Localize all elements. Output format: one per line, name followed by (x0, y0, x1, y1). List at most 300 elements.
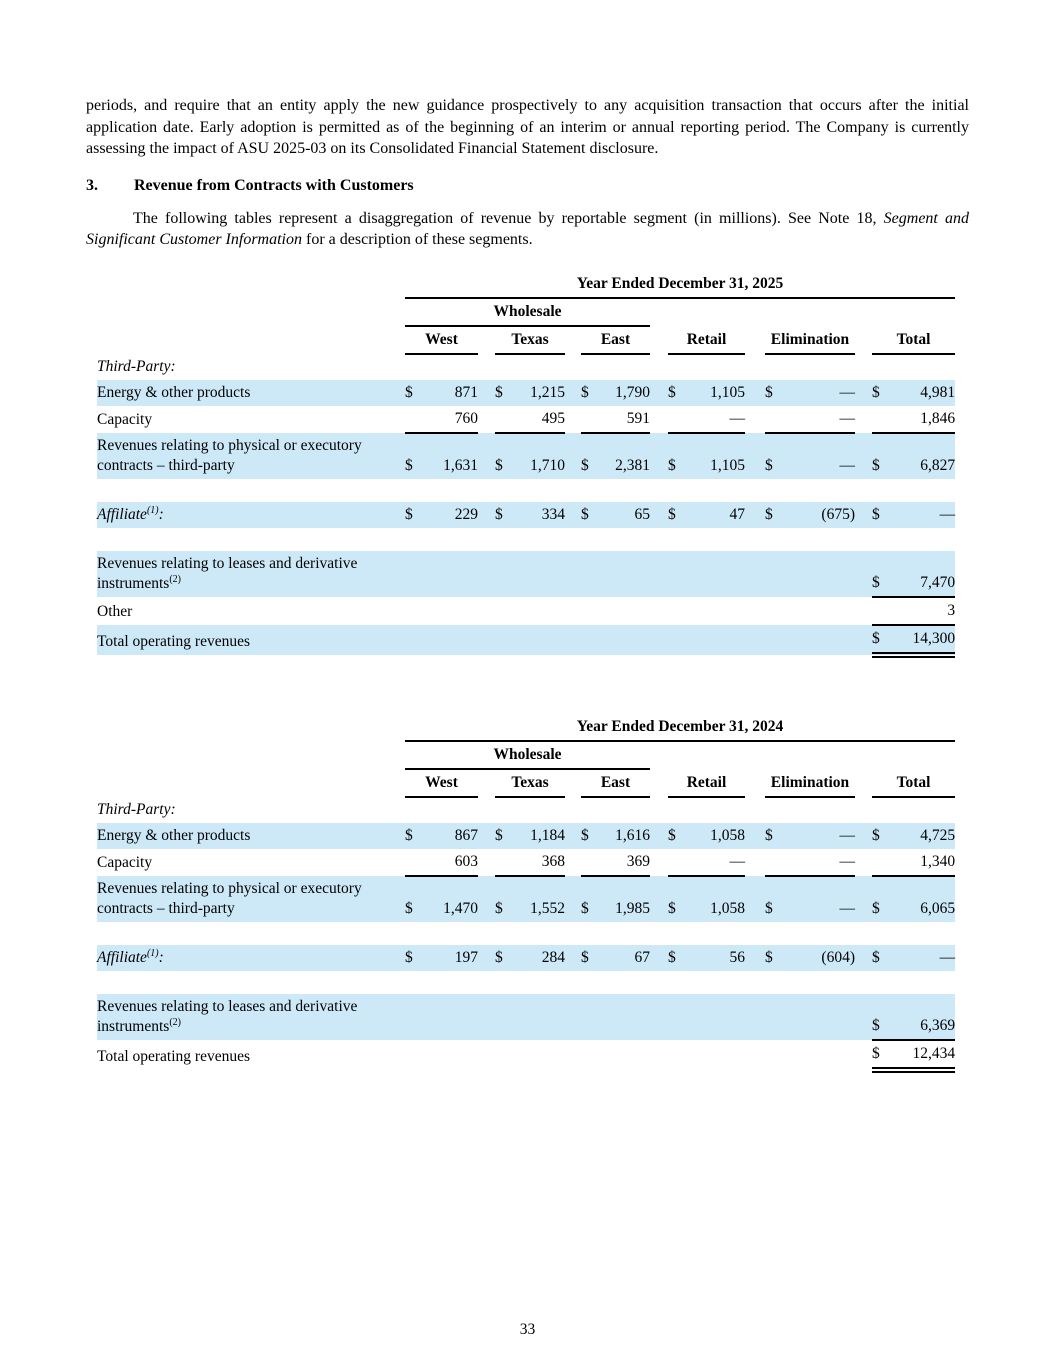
column-gap (650, 945, 668, 971)
column-gap (745, 380, 765, 406)
cell-dollar: $ (765, 433, 787, 479)
cell-dollar (495, 849, 517, 876)
column-header-retail: Retail (668, 326, 745, 354)
column-gap (855, 433, 872, 479)
spacer-row (97, 971, 955, 994)
spacer-row (97, 528, 955, 551)
cell-value: 56 (690, 945, 745, 971)
cell-value: 6,065 (894, 876, 955, 922)
column-gap (855, 625, 872, 655)
cell-value: (604) (787, 945, 855, 971)
cell-value: 67 (603, 945, 650, 971)
column-gap (745, 1040, 765, 1070)
column-gap (855, 326, 872, 354)
cell-value: 12,434 (894, 1040, 955, 1070)
cell-dollar (668, 994, 690, 1040)
cell-dollar: $ (872, 380, 894, 406)
header-spacer (650, 298, 955, 326)
cell-value (787, 625, 855, 655)
table-body (97, 797, 955, 1070)
cell-dollar (405, 597, 427, 625)
cell-value: 760 (427, 406, 478, 433)
column-gap (650, 597, 668, 625)
spacer-cell (97, 479, 955, 502)
cell-dollar (765, 597, 787, 625)
cell-value: — (690, 406, 745, 433)
cell-value (427, 597, 478, 625)
cell-value: 47 (690, 502, 745, 528)
cell-dollar: $ (765, 380, 787, 406)
table-row (97, 945, 955, 971)
column-gap (745, 502, 765, 528)
column-gap (478, 597, 495, 625)
row-label: Total operating revenues (97, 625, 405, 655)
column-header-texas: Texas (495, 326, 565, 354)
cell-dollar: $ (668, 945, 690, 971)
cell-value: 1,631 (427, 433, 478, 479)
column-gap (478, 551, 495, 597)
cell-value: 1,105 (690, 433, 745, 479)
column-gap (745, 994, 765, 1040)
cell-value (787, 1040, 855, 1070)
cell-dollar: $ (872, 433, 894, 479)
column-gap (650, 326, 668, 354)
column-gap (650, 823, 668, 849)
table-row (97, 597, 955, 625)
cell-dollar: $ (872, 945, 894, 971)
revenue-table-2024-wrap (86, 714, 969, 1073)
cell-value: 14,300 (894, 625, 955, 655)
column-gap (855, 823, 872, 849)
column-header-elimination: Elimination (765, 769, 855, 797)
column-gap (565, 326, 581, 354)
column-gap (565, 502, 581, 528)
column-gap (478, 797, 495, 823)
column-gap (650, 354, 668, 380)
column-gap (478, 326, 495, 354)
cell-value (690, 1040, 745, 1070)
column-gap (650, 994, 668, 1040)
column-gap (745, 406, 765, 433)
column-gap (478, 625, 495, 655)
row-label: Revenues relating to physical or executory contracts – third-party (97, 433, 405, 479)
cell-dollar: $ (581, 433, 603, 479)
column-gap (855, 994, 872, 1040)
column-gap (650, 502, 668, 528)
cell-dollar (668, 354, 690, 380)
cell-value: — (787, 406, 855, 433)
cell-value (787, 551, 855, 597)
cell-dollar: $ (765, 876, 787, 922)
cell-value (517, 797, 565, 823)
column-gap (565, 354, 581, 380)
cell-dollar: $ (765, 823, 787, 849)
cell-dollar (405, 1040, 427, 1070)
wholesale-header: Wholesale (405, 298, 650, 326)
cell-value (690, 625, 745, 655)
cell-dollar (581, 406, 603, 433)
cell-value: 1,105 (690, 380, 745, 406)
cell-dollar: $ (872, 551, 894, 597)
cell-value: 7,470 (894, 551, 955, 597)
row-label: Total operating revenues (97, 1047, 250, 1065)
footnote-ref: (2) (169, 1016, 182, 1028)
cell-value: 1,470 (427, 876, 478, 922)
cell-dollar: $ (405, 433, 427, 479)
cell-dollar (581, 597, 603, 625)
cell-dollar (405, 994, 427, 1040)
column-gap (478, 354, 495, 380)
column-gap (565, 597, 581, 625)
column-gap (650, 797, 668, 823)
cell-value: 2,381 (603, 433, 650, 479)
column-gap (745, 326, 765, 354)
table-title-row (97, 714, 955, 741)
cell-dollar: $ (581, 945, 603, 971)
cell-value (787, 994, 855, 1040)
cell-dollar (581, 551, 603, 597)
column-gap (855, 769, 872, 797)
cell-value: (675) (787, 502, 855, 528)
table-row (97, 823, 955, 849)
cell-value: — (787, 823, 855, 849)
cell-value (603, 1040, 650, 1070)
column-gap (650, 1040, 668, 1070)
cell-value: 603 (427, 849, 478, 876)
row-label: Revenues relating to physical or executory contracts – third-party (97, 876, 405, 922)
cell-value (427, 625, 478, 655)
cell-value: 334 (517, 502, 565, 528)
table-row (97, 849, 955, 876)
header-spacer (97, 741, 405, 769)
cell-value: 1,616 (603, 823, 650, 849)
column-gap (565, 797, 581, 823)
cell-value: — (894, 945, 955, 971)
cell-value (603, 994, 650, 1040)
table-row (97, 354, 955, 380)
table-title: Year Ended December 31, 2025 (405, 271, 955, 298)
cell-dollar (581, 849, 603, 876)
cell-dollar: $ (405, 876, 427, 922)
column-gap (478, 433, 495, 479)
table-row (97, 994, 955, 1040)
cell-value (427, 1040, 478, 1070)
column-gap (855, 406, 872, 433)
cell-dollar (495, 625, 517, 655)
column-gap (745, 625, 765, 655)
cell-dollar (765, 551, 787, 597)
cell-value: 1,340 (894, 849, 955, 876)
column-gap (745, 797, 765, 823)
cell-dollar: $ (405, 380, 427, 406)
column-gap (855, 380, 872, 406)
cell-dollar (405, 797, 427, 823)
column-header-row (97, 769, 955, 797)
column-gap (745, 945, 765, 971)
group-header-row (97, 298, 955, 326)
cell-value (427, 354, 478, 380)
cell-value (603, 354, 650, 380)
table-row (97, 876, 955, 922)
cell-dollar (495, 354, 517, 380)
column-gap (565, 380, 581, 406)
cell-dollar (668, 551, 690, 597)
cell-dollar: $ (405, 502, 427, 528)
spacer-cell (97, 922, 955, 945)
cell-value: — (787, 849, 855, 876)
column-gap (745, 597, 765, 625)
cell-value (517, 994, 565, 1040)
column-header-retail: Retail (668, 769, 745, 797)
cell-dollar (495, 597, 517, 625)
cell-dollar (872, 849, 894, 876)
column-gap (855, 945, 872, 971)
row-label: Third-Party: (97, 357, 176, 375)
column-header-row (97, 326, 955, 354)
column-gap (745, 769, 765, 797)
cell-dollar: $ (495, 433, 517, 479)
cell-value: 65 (603, 502, 650, 528)
cell-value: 4,981 (894, 380, 955, 406)
column-gap (855, 876, 872, 922)
cell-value: 369 (603, 849, 650, 876)
column-gap (565, 876, 581, 922)
footnote-ref: (1) (146, 504, 159, 516)
cell-value (690, 597, 745, 625)
column-gap (565, 769, 581, 797)
column-gap (565, 849, 581, 876)
cell-dollar: $ (668, 823, 690, 849)
cell-dollar (668, 849, 690, 876)
column-gap (855, 551, 872, 597)
cell-dollar: $ (581, 823, 603, 849)
cell-dollar: $ (405, 945, 427, 971)
cell-value (690, 354, 745, 380)
cell-value: 284 (517, 945, 565, 971)
cell-dollar (405, 625, 427, 655)
intro-text-italic: Segment and Significant Customer Information (86, 209, 970, 248)
spacer-cell (97, 971, 955, 994)
cell-value (690, 551, 745, 597)
column-gap (745, 433, 765, 479)
cell-value: 1,846 (894, 406, 955, 433)
cell-value: 4,725 (894, 823, 955, 849)
cell-value (517, 551, 565, 597)
row-label: Capacity (97, 410, 153, 428)
row-label: Revenues relating to leases and derivative instruments$^{(2)}$ (97, 994, 405, 1040)
cell-value (427, 994, 478, 1040)
cell-value: 1,215 (517, 380, 565, 406)
row-label: Affiliate$^{(1)}$: (97, 502, 405, 528)
cell-value (427, 797, 478, 823)
column-gap (650, 406, 668, 433)
cell-value: 197 (427, 945, 478, 971)
spacer-cell (97, 528, 955, 551)
cell-dollar (765, 797, 787, 823)
column-gap (565, 406, 581, 433)
cell-dollar (581, 354, 603, 380)
row-label: Capacity (97, 853, 153, 871)
cell-value: 3 (894, 597, 955, 625)
cell-dollar: $ (581, 502, 603, 528)
section-number: 3. (86, 176, 98, 194)
cell-value (427, 551, 478, 597)
cell-dollar (495, 551, 517, 597)
cell-dollar: $ (872, 823, 894, 849)
cell-dollar (765, 354, 787, 380)
spacer-row (97, 479, 955, 502)
column-gap (855, 354, 872, 380)
cell-value (894, 354, 955, 380)
cell-value (690, 994, 745, 1040)
cell-value (517, 597, 565, 625)
column-gap (855, 502, 872, 528)
column-gap (650, 625, 668, 655)
table-title-row (97, 271, 955, 298)
header-spacer (97, 714, 405, 741)
cell-value: — (894, 502, 955, 528)
column-gap (478, 1040, 495, 1070)
column-gap (650, 849, 668, 876)
cell-value (603, 597, 650, 625)
cell-dollar: $ (495, 823, 517, 849)
cell-value (603, 797, 650, 823)
cell-dollar: $ (872, 502, 894, 528)
cell-value (517, 354, 565, 380)
cell-dollar: $ (668, 433, 690, 479)
row-label: Affiliate$^{(1)}$: (97, 945, 405, 971)
row-label: Third-Party: (97, 800, 176, 818)
cell-value (517, 625, 565, 655)
column-gap (478, 849, 495, 876)
header-spacer (97, 298, 405, 326)
cell-dollar (668, 1040, 690, 1070)
column-gap (650, 876, 668, 922)
column-gap (855, 1040, 872, 1070)
cell-dollar (581, 625, 603, 655)
cell-value: 229 (427, 502, 478, 528)
cell-dollar (495, 994, 517, 1040)
column-header-east: East (581, 326, 650, 354)
cell-dollar: $ (495, 380, 517, 406)
wholesale-header: Wholesale (405, 741, 650, 769)
cell-value (894, 797, 955, 823)
cell-dollar (581, 797, 603, 823)
cell-value: 1,710 (517, 433, 565, 479)
table-row (97, 625, 955, 655)
table-row (97, 433, 955, 479)
cell-dollar (872, 597, 894, 625)
cell-value (787, 354, 855, 380)
column-gap (478, 945, 495, 971)
cell-value (690, 797, 745, 823)
column-gap (650, 551, 668, 597)
cell-dollar (765, 849, 787, 876)
column-gap (565, 945, 581, 971)
table-title: Year Ended December 31, 2024 (405, 714, 955, 741)
table-row (97, 797, 955, 823)
column-gap (565, 994, 581, 1040)
cell-dollar (668, 625, 690, 655)
column-header-west: West (405, 769, 478, 797)
column-gap (650, 380, 668, 406)
table-row (97, 502, 955, 528)
cell-value: 591 (603, 406, 650, 433)
column-header-east: East (581, 769, 650, 797)
column-gap (565, 625, 581, 655)
revenue-table-2025 (97, 271, 955, 658)
cell-dollar (872, 354, 894, 380)
cell-value: 6,369 (894, 994, 955, 1040)
cell-dollar: $ (405, 823, 427, 849)
cell-value: 495 (517, 406, 565, 433)
cell-dollar: $ (765, 945, 787, 971)
top-paragraph: periods, and require that an entity apply the new guidance prospectively to any acquisition transaction that occurs after the initial application date. Early adoption is permitted as of the beginning of an interim or annual reporting period. The Company is currently assessing the impact of ASU 2025-03 on its Consolidated Financial Statement disclosure. (86, 97, 969, 157)
cell-dollar: $ (872, 625, 894, 655)
column-gap (478, 769, 495, 797)
cell-dollar: $ (872, 876, 894, 922)
column-gap (745, 849, 765, 876)
cell-value: 1,985 (603, 876, 650, 922)
cell-dollar (668, 406, 690, 433)
header-spacer (97, 326, 405, 354)
column-gap (855, 597, 872, 625)
cell-value: — (787, 433, 855, 479)
cell-dollar (765, 1040, 787, 1070)
cell-value: 871 (427, 380, 478, 406)
table-row (97, 380, 955, 406)
row-label: Energy & other products (97, 823, 405, 849)
cell-dollar (581, 1040, 603, 1070)
column-gap (855, 797, 872, 823)
cell-dollar: $ (495, 945, 517, 971)
cell-value: — (787, 380, 855, 406)
cell-dollar (495, 1040, 517, 1070)
column-gap (565, 433, 581, 479)
table-row (97, 1040, 955, 1070)
cell-dollar: $ (765, 502, 787, 528)
cell-dollar: $ (668, 876, 690, 922)
revenue-table-2025-wrap (86, 271, 969, 658)
header-spacer (650, 741, 955, 769)
cell-value: 1,184 (517, 823, 565, 849)
table-row (97, 406, 955, 433)
cell-value (787, 797, 855, 823)
cell-dollar (765, 406, 787, 433)
column-gap (478, 406, 495, 433)
cell-dollar (405, 849, 427, 876)
cell-value: 6,827 (894, 433, 955, 479)
cell-dollar (765, 625, 787, 655)
table-row (97, 551, 955, 597)
column-header-total: Total (872, 769, 955, 797)
cell-value: 1,058 (690, 823, 745, 849)
column-gap (565, 1040, 581, 1070)
cell-value (603, 551, 650, 597)
cell-dollar (872, 406, 894, 433)
cell-dollar (495, 406, 517, 433)
section-heading (86, 177, 969, 195)
column-header-west: West (405, 326, 478, 354)
column-gap (855, 849, 872, 876)
cell-dollar (405, 354, 427, 380)
column-gap (478, 876, 495, 922)
group-header-row (97, 741, 955, 769)
cell-dollar (495, 797, 517, 823)
cell-dollar: $ (668, 380, 690, 406)
footnote-ref: (2) (169, 573, 182, 585)
cell-dollar (668, 597, 690, 625)
